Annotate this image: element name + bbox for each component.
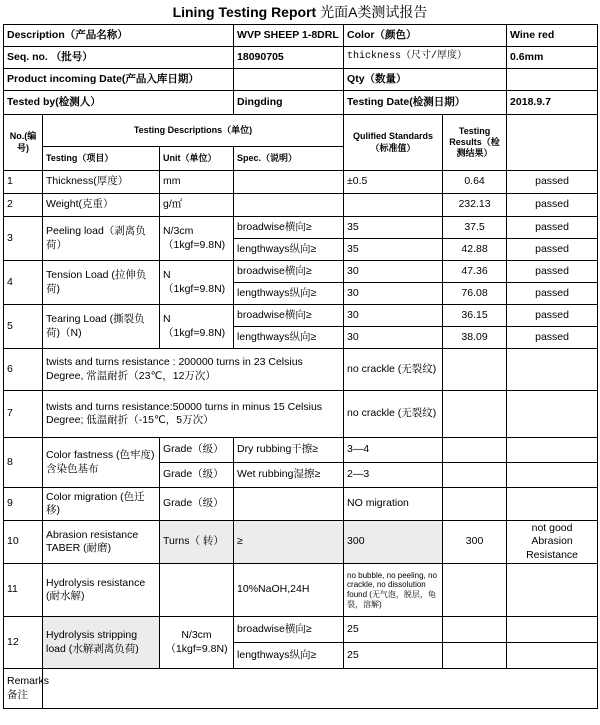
row-unit: Grade（级） [160, 438, 234, 463]
row-result: 38.09 [443, 327, 507, 349]
row-spec: Dry rubbing干擦≥ [234, 438, 344, 463]
description-value: WVP SHEEP 1-8DRL [234, 25, 344, 47]
qty-value [507, 69, 598, 91]
thickness-label: thickness（尺寸/厚度） [344, 47, 507, 69]
row-status: passed [507, 217, 598, 239]
row-item: Tension Load (拉伸负荷) [43, 261, 160, 305]
table-row [4, 521, 598, 564]
title-cn: 光面A类测试报告 [320, 4, 428, 20]
thickness-value: 0.6mm [507, 47, 598, 69]
row-spec: broadwise横向≥ [234, 217, 344, 239]
row-spec: broadwise横向≥ [234, 305, 344, 327]
row-no: 7 [4, 391, 43, 438]
row-standard: no crackle (无裂纹) [344, 349, 443, 391]
row-result: 42.88 [443, 239, 507, 261]
header-unit: Unit（单位） [160, 147, 234, 171]
row-unit: N（1kgf=9.8N) [160, 261, 234, 305]
seq-label: Seq. no. （批号） [4, 47, 234, 69]
row-status: passed [507, 171, 598, 194]
header-status [507, 115, 598, 171]
header-no: No.(编号) [4, 115, 43, 171]
row-spec: ≥ [234, 521, 344, 564]
seq-value: 18090705 [234, 47, 344, 69]
remarks-row [4, 669, 598, 709]
row-standard: 35 [344, 217, 443, 239]
title-main: Lining Testing Report [172, 4, 317, 20]
table-row [4, 171, 598, 194]
row-item: Tearing Load (撕裂负荷)（N) [43, 305, 160, 349]
row-standard: 3—4 [344, 438, 443, 463]
row-standard: NO migration [344, 488, 443, 521]
row-no: 11 [4, 564, 43, 617]
description-label: Description（产品名称） [4, 25, 234, 47]
table-row [4, 194, 598, 217]
color-label: Color（颜色） [344, 25, 507, 47]
table-row [4, 488, 598, 521]
row-unit: g/㎡ [160, 194, 234, 217]
row-no: 9 [4, 488, 43, 521]
row-unit: N/3cm（1kgf=9.8N) [160, 217, 234, 261]
header-testing: Testing（项目） [43, 147, 160, 171]
row-item: Hydrolysis resistance (耐水解) [43, 564, 160, 617]
row-spec: broadwise横向≥ [234, 617, 344, 643]
table-row [4, 617, 598, 643]
row-unit: mm [160, 171, 234, 194]
row-result: 37.5 [443, 217, 507, 239]
row-standard: 30 [344, 327, 443, 349]
row-standard: 2—3 [344, 463, 443, 488]
report-title [0, 0, 600, 24]
row-status: passed [507, 327, 598, 349]
row-unit: N/3cm（1kgf=9.8N) [160, 617, 234, 669]
row-status: passed [507, 194, 598, 217]
row-no: 5 [4, 305, 43, 349]
row-no: 4 [4, 261, 43, 305]
row-status: passed [507, 239, 598, 261]
row-result: 76.08 [443, 283, 507, 305]
row-status: not good Abrasion Resistance [507, 521, 598, 564]
row-standard: no crackle (无裂纹) [344, 391, 443, 438]
color-value: Wine red [507, 25, 598, 47]
row-standard: 30 [344, 305, 443, 327]
header-results: Testing Results（检测结果） [443, 115, 507, 171]
row-no: 6 [4, 349, 43, 391]
incoming-date-label: Product incoming Date(产品入库日期） [4, 69, 234, 91]
row-spec: 10%NaOH,24H [234, 564, 344, 617]
row-standard: 25 [344, 617, 443, 643]
row-status: passed [507, 261, 598, 283]
qty-label: Qty（数量） [344, 69, 507, 91]
row-status: passed [507, 283, 598, 305]
header-spec: Spec.（说明） [234, 147, 344, 171]
row-status: passed [507, 305, 598, 327]
tested-by-value: Dingding [234, 91, 344, 115]
row-unit: N（1kgf=9.8N) [160, 305, 234, 349]
table-row [4, 564, 598, 617]
row-spec: lengthways纵向≥ [234, 327, 344, 349]
table-row [4, 305, 598, 327]
row-result: 47.36 [443, 261, 507, 283]
testing-date-label: Testing Date(检测日期） [344, 91, 507, 115]
row-unit: Grade（级） [160, 463, 234, 488]
row-no: 8 [4, 438, 43, 488]
row-item: twists and turns resistance : 200000 turns in 23 Celsius Degree, 常温耐折（23℃，12万次） [43, 349, 344, 391]
row-no: 3 [4, 217, 43, 261]
row-unit: Grade（级） [160, 488, 234, 521]
row-item: twists and turns resistance:50000 turns in minus 15 Celsius Degree; 低温耐折（-15℃，5万次） [43, 391, 344, 438]
row-standard: no bubble, no peeling, no crackle, no dissolution found (无气泡，脱层，龟裂，溶解) [344, 564, 443, 617]
row-standard: 25 [344, 643, 443, 669]
testing-date-value: 2018.9.7 [507, 91, 598, 115]
incoming-date-value [234, 69, 344, 91]
row-spec: lengthways纵向≥ [234, 283, 344, 305]
table-row [4, 261, 598, 283]
row-result: 232.13 [443, 194, 507, 217]
table-row [4, 217, 598, 239]
row-no: 1 [4, 171, 43, 194]
row-standard: ±0.5 [344, 171, 443, 194]
table-row [4, 391, 598, 438]
row-item: Abrasion resistance TABER (耐磨) [43, 521, 160, 564]
table-row [4, 349, 598, 391]
row-unit: Turns（ 转） [160, 521, 234, 564]
row-item: Peeling load（剥离负荷） [43, 217, 160, 261]
row-result: 300 [443, 521, 507, 564]
tested-by-label: Tested by(检测人） [4, 91, 234, 115]
row-standard: 30 [344, 261, 443, 283]
header-testing-descriptions: Testing Descriptions（单位) [43, 115, 344, 147]
row-standard: 30 [344, 283, 443, 305]
row-standard: 300 [344, 521, 443, 564]
row-no: 2 [4, 194, 43, 217]
row-spec: broadwise横向≥ [234, 261, 344, 283]
row-item: Color migration (色迁移) [43, 488, 160, 521]
row-spec: lengthways纵向≥ [234, 643, 344, 669]
row-item: Hydrolysis stripping load (水解剥离负荷) [43, 617, 160, 669]
row-spec: Wet rubbing湿擦≥ [234, 463, 344, 488]
report-table [3, 24, 598, 709]
row-standard: 35 [344, 239, 443, 261]
row-spec: lengthways纵向≥ [234, 239, 344, 261]
row-standard [344, 194, 443, 217]
row-item: Weight(克重） [43, 194, 160, 217]
row-no: 10 [4, 521, 43, 564]
row-result: 36.15 [443, 305, 507, 327]
remarks-label: Remarks 备注 [4, 669, 43, 709]
header-standards: Qulified Standards（标准值） [344, 115, 443, 171]
remarks-value [43, 669, 598, 709]
row-item: Thickness(厚度） [43, 171, 160, 194]
row-item: Color fastness (色牢度) 含染色基布 [43, 438, 160, 488]
row-result: 0.64 [443, 171, 507, 194]
row-no: 12 [4, 617, 43, 669]
table-row [4, 438, 598, 463]
